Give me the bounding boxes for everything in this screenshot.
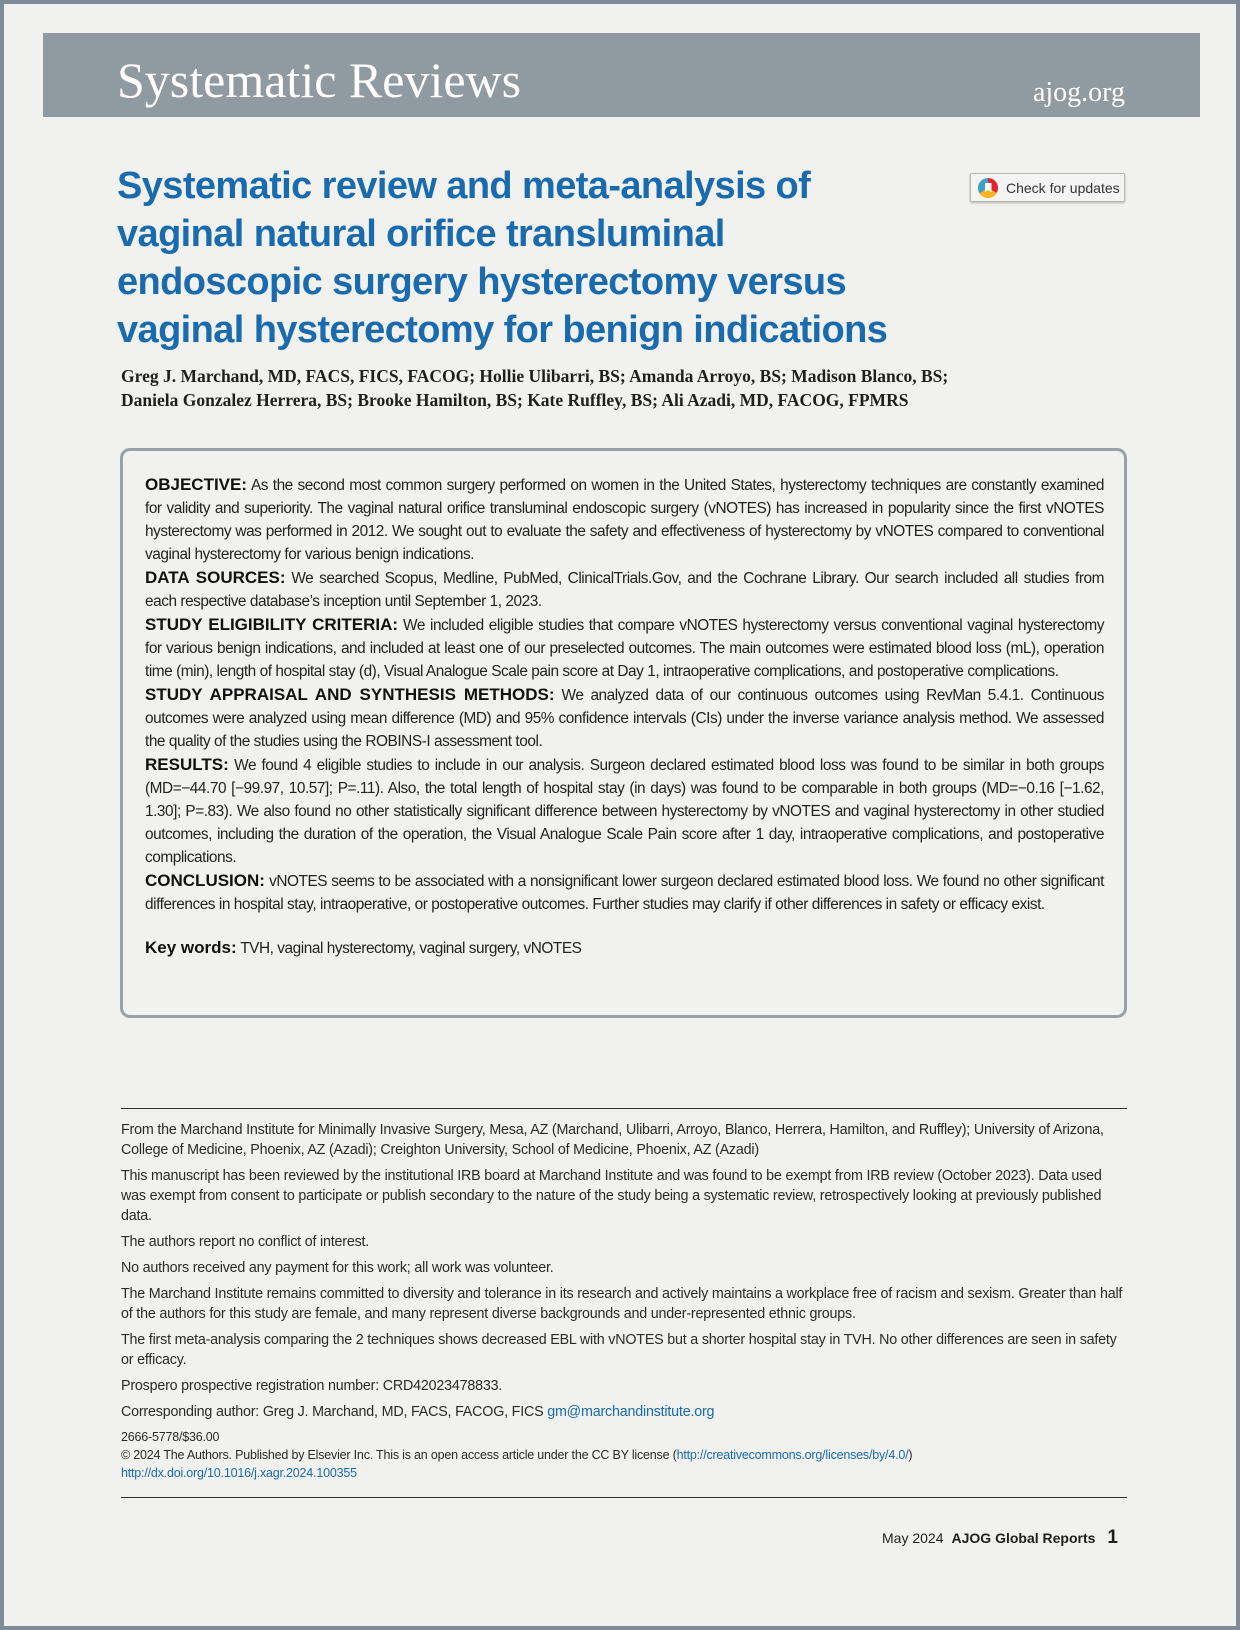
irb-note: This manuscript has been reviewed by the institutional IRB board at Marchand Institute and was found to be exempt from IRB review (October 2023). Data used was exempt from consent to participate or publish secondary to the nature of the study being a systematic review, retrospectively looking at previously published data.	[121, 1168, 1102, 1224]
keywords-label: Key words:	[145, 938, 237, 957]
abstract-conclusion	[145, 869, 1104, 916]
abstract-keywords	[145, 936, 1104, 960]
results-text: We found 4 eligible studies to include in our analysis. Surgeon declared estimated blood loss was found to be similar in both groups (MD=−44.70 [−99.97, 10.57]; P=.11). Also, the total length of hospital stay (in days) was found to be comparable in both groups (MD=−0.16 [−1.62, 1.30]; P=.83). We also found no other statistically significant difference between hysterectomy by vNOTES and vaginal hysterectomy in other studied outcomes, including the duration of the operation, the Visual Analogue Scale Pain score after 1 day, intraoperative complications, and postoperative complications.	[145, 757, 1104, 866]
author-list	[121, 364, 1121, 412]
keywords-text: TVH, vaginal hysterectomy, vaginal surgery, vNOTES	[240, 940, 582, 957]
license-note	[121, 1446, 1127, 1464]
conclusion-label: CONCLUSION:	[145, 871, 265, 890]
article-title: Systematic review and meta-analysis of vaginal natural orifice transluminal endoscopic surgery hysterectomy versus vaginal hysterectomy for benign indications	[117, 165, 888, 351]
results-label: RESULTS:	[145, 755, 229, 774]
prospero-note: Prospero prospective registration number: CRD42023478833.	[121, 1378, 503, 1394]
summary-note: The first meta-analysis comparing the 2 techniques shows decreased EBL with vNOTES but a shorter hospital stay in TVH. No other differences are seen in safety or efficacy.	[121, 1332, 1117, 1368]
page-footer	[882, 1527, 1118, 1549]
footnote-top-rule	[121, 1108, 1127, 1109]
funding-note: No authors received any payment for this work; all work was volunteer.	[121, 1260, 554, 1276]
author-line-2: Daniela Gonzalez Herrera, BS; Brooke Hamilton, BS; Kate Ruffley, BS; Ali Azadi, MD, FACOG, FPMRS	[121, 390, 909, 410]
section-title: Systematic Reviews	[117, 52, 522, 108]
section-header	[43, 33, 1200, 117]
abstract-data-sources	[145, 566, 1104, 613]
page	[4, 4, 1236, 1626]
conflict-note: The authors report no conflict of interest.	[121, 1234, 370, 1250]
eligibility-text: We included eligible studies that compare vNOTES hysterectomy versus conventional vaginal hysterectomy for various benign indications, and included at least one of our preselected outcomes. The main outcomes were estimated blood loss (mL), operation time (min), length of hospital stay (d), Visual Analogue Scale pain score at Day 1, intraoperative complications, and postoperative complications.	[145, 617, 1105, 680]
check-updates-button[interactable]	[970, 173, 1125, 202]
price-note: 2666-5778/$36.00	[121, 1430, 220, 1444]
abstract-results	[145, 753, 1104, 869]
diversity-note: The Marchand Institute remains committed to diversity and tolerance in its research and actively maintains a workplace free of racism and sexism. Greater than half of the authors for this study are female, and many represent diverse backgrounds and under-represented ethnic groups.	[121, 1286, 1123, 1322]
objective-text: As the second most common surgery performed on women in the United States, hysterectomy techniques are constantly examined for validity and superiority. The vaginal natural orifice transluminal endoscopic surgery (vNOTES) has increased in popularity since the first vNOTES hysterectomy was performed in 2012. We sought out to evaluate the safety and effectiveness of hysterectomy by vNOTES compared to conventional vaginal hysterectomy for various benign indications.	[145, 477, 1104, 563]
abstract-eligibility	[145, 613, 1104, 683]
eligibility-label: STUDY ELIGIBILITY CRITERIA:	[145, 615, 399, 634]
affiliations-note: From the Marchand Institute for Minimally Invasive Surgery, Mesa, AZ (Marchand, Ulibarri, Arroyo, Blanco, Herrera, Hamilton, and Ruffley); University of Arizona, College of Medicine, Phoenix, AZ (Azadi); Creighton University, School of Medicine, Phoenix, AZ (Azadi)	[121, 1122, 1104, 1158]
footnote-bottom-rule	[121, 1497, 1127, 1498]
license-close: )	[908, 1448, 913, 1462]
corresponding-note	[121, 1402, 1127, 1422]
conclusion-text: vNOTES seems to be associated with a nonsignificant lower surgeon declared estimated blood loss. We found no other significant differences in hospital stay, intraoperative, or postoperative outcomes. Further studies may clarify if other differences in safety or efficacy exist.	[145, 873, 1104, 913]
author-line-1: Greg J. Marchand, MD, FACS, FICS, FACOG; Hollie Ulibarri, BS; Amanda Arroyo, BS; Madison Blanco, BS;	[121, 366, 949, 386]
license-link[interactable]: http://creativecommons.org/licenses/by/4.0/	[676, 1448, 909, 1462]
abstract-methods	[145, 683, 1104, 753]
methods-text: We analyzed data of our continuous outcomes using RevMan 5.4.1. Continuous outcomes were analyzed using mean difference (MD) and 95% confidence intervals (CIs) under the inverse variance analysis method. We assessed the quality of the studies using the ROBINS-I assessment tool.	[145, 687, 1104, 750]
doi-link[interactable]: http://dx.doi.org/10.1016/j.xagr.2024.100355	[121, 1466, 357, 1480]
abstract-objective	[145, 473, 1104, 566]
corresponding-author: Corresponding author: Greg J. Marchand, MD, FACS, FACOG, FICS	[121, 1404, 544, 1420]
data-sources-text: We searched Scopus, Medline, PubMed, ClinicalTrials.Gov, and the Cochrane Library. Our search included all studies from each respective database’s inception until September 1, 2023.	[145, 570, 1105, 610]
doi-note	[121, 1464, 1127, 1482]
issue-date: May 2024	[882, 1530, 944, 1546]
page-number: 1	[1107, 1527, 1118, 1548]
crossmark-icon	[978, 178, 998, 198]
data-sources-label: DATA SOURCES:	[145, 568, 286, 587]
objective-label: OBJECTIVE:	[145, 475, 248, 494]
methods-label: STUDY APPRAISAL AND SYNTHESIS METHODS:	[145, 685, 555, 704]
footnotes	[121, 1120, 1127, 1482]
check-updates-label: Check for updates	[1006, 179, 1120, 196]
license-text: © 2024 The Authors. Published by Elsevier Inc. This is an open access article under the CC BY license (	[121, 1448, 677, 1462]
journal-site[interactable]: ajog.org	[1032, 77, 1125, 108]
journal-name: AJOG Global Reports	[951, 1530, 1096, 1546]
abstract-box	[120, 448, 1127, 1018]
email-link[interactable]: gm@marchandinstitute.org	[547, 1404, 715, 1420]
